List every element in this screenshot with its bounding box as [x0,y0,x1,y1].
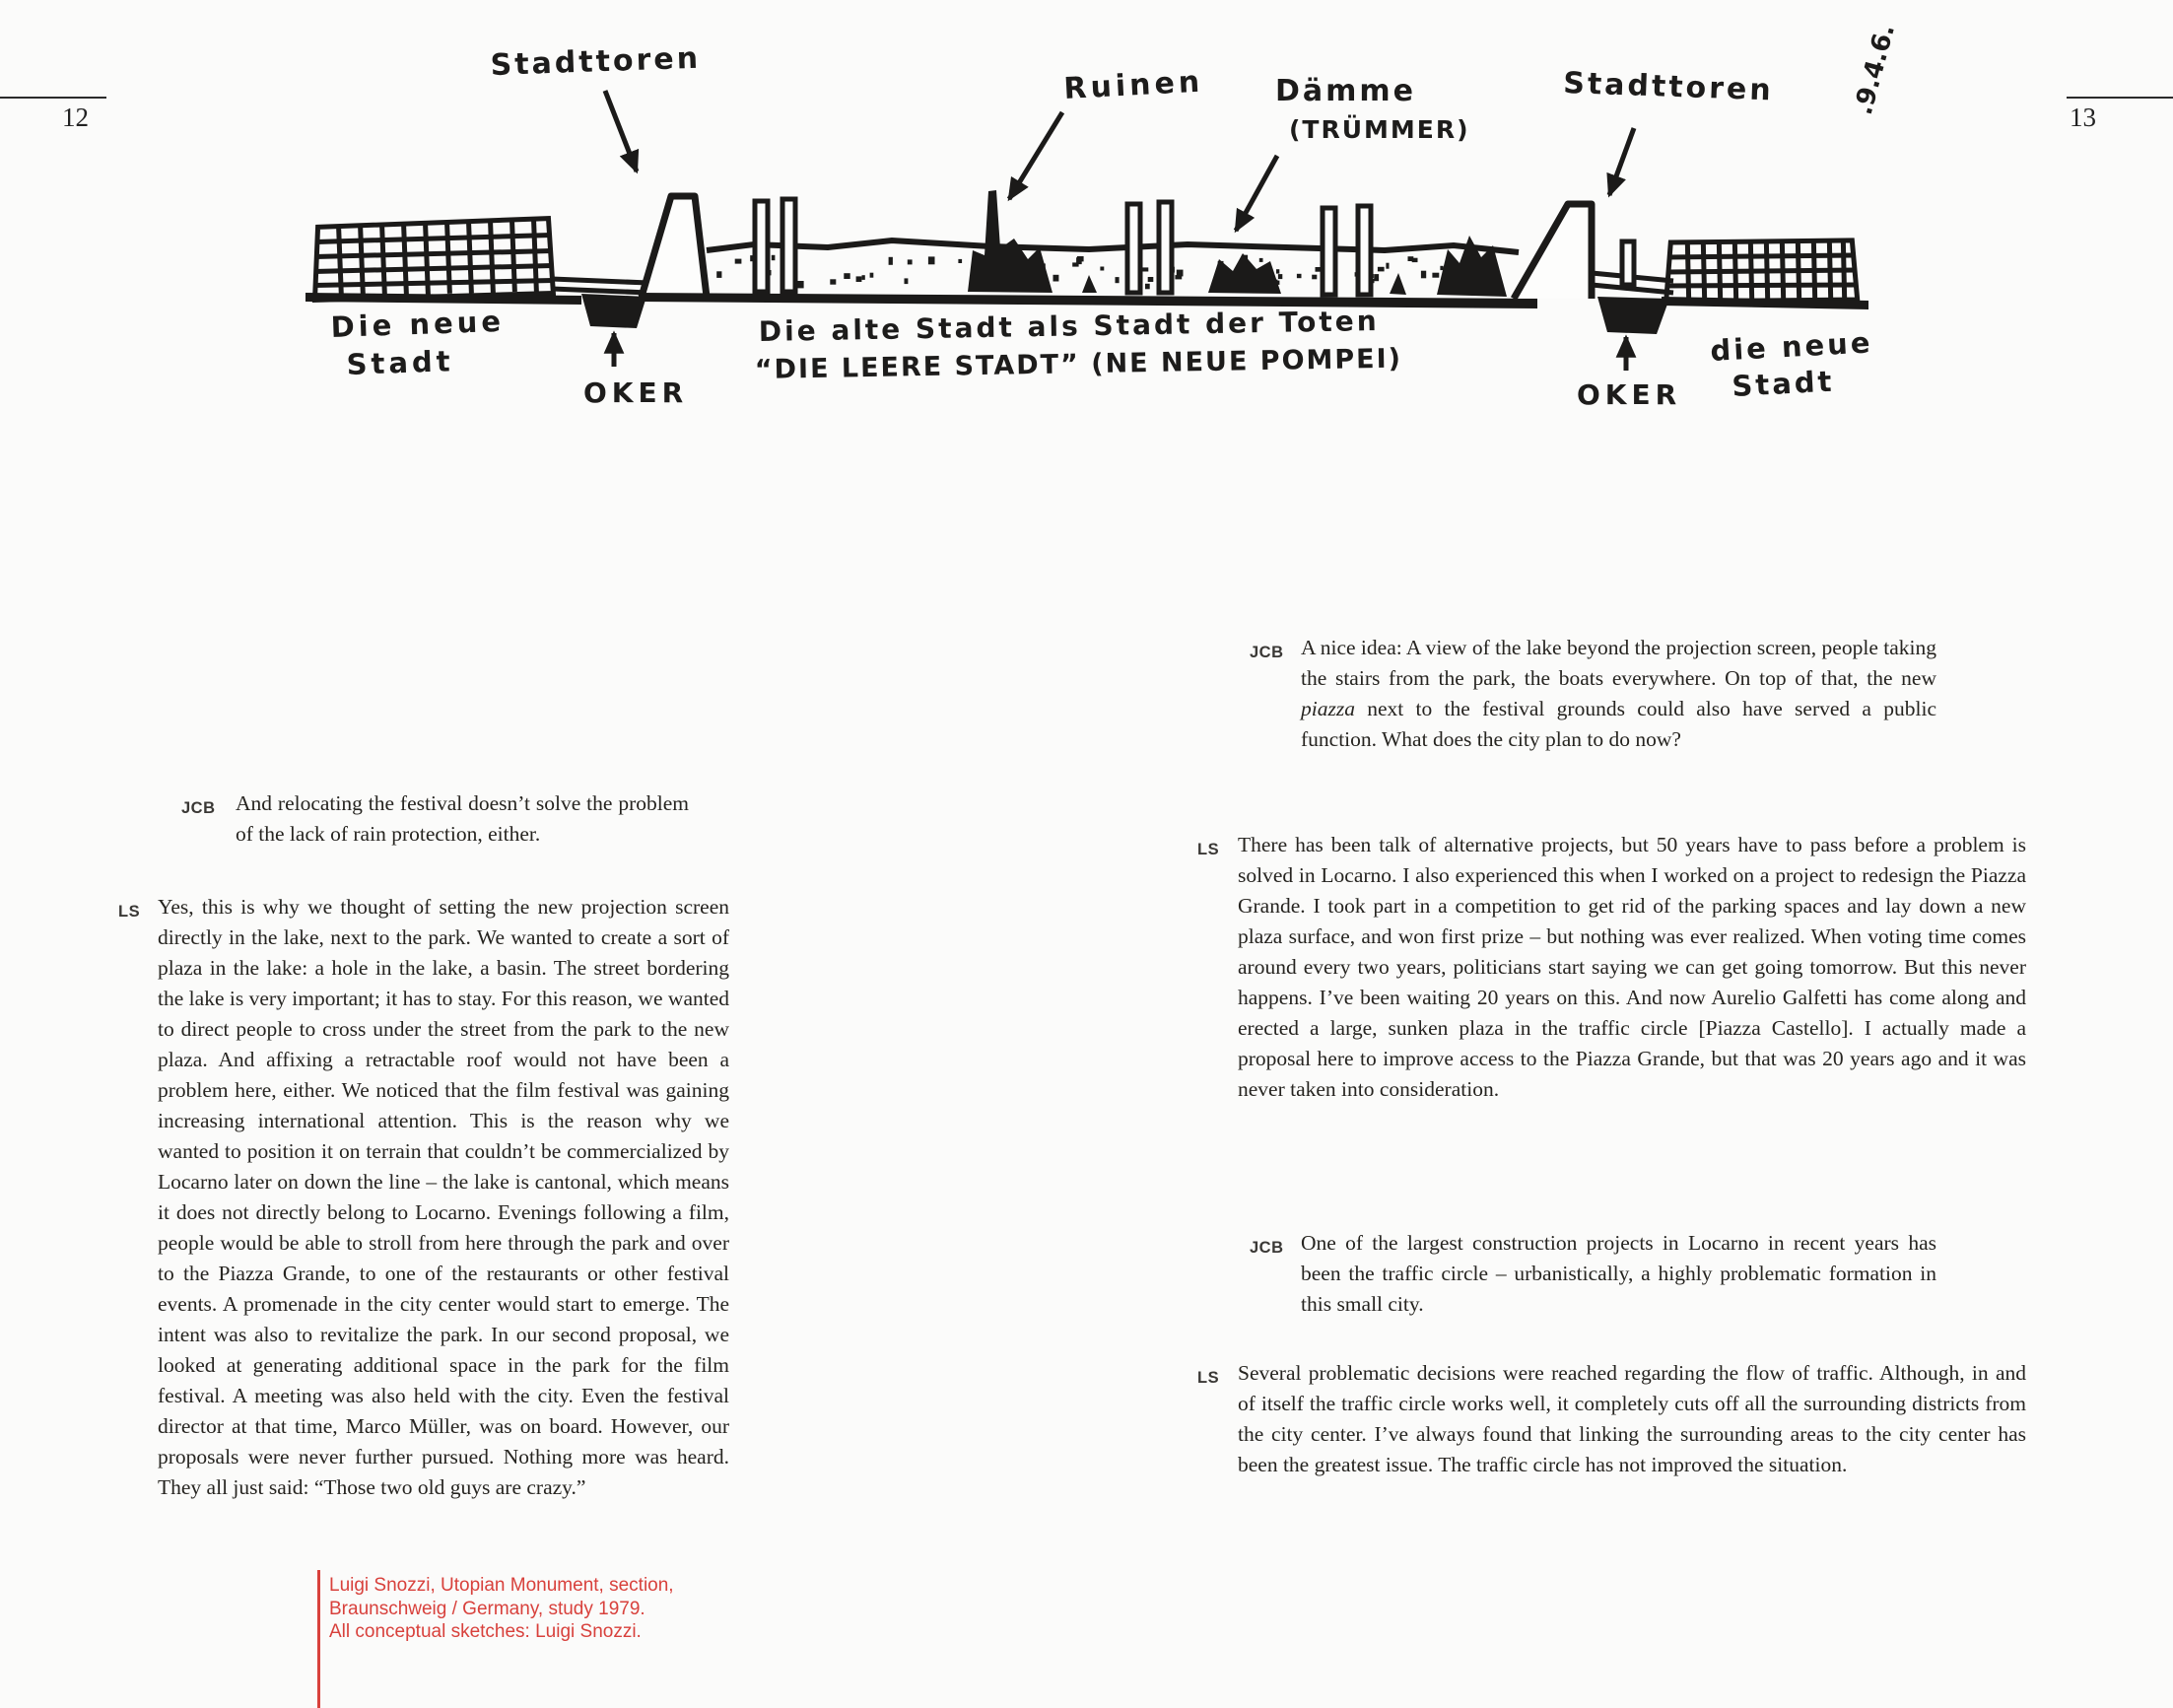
label-die-neue-stadt-right-line2: Stadt [1731,364,1836,403]
arrow-to-ruins [1009,112,1062,199]
sketch-utopian-monument-section [286,8,1922,427]
label-daemme: Dämme [1275,74,1417,108]
handwritten-date-mark: .9.4.6. [1848,21,1902,118]
new-city-building-right [1666,239,1859,304]
oker-basin-right [1597,297,1669,334]
arrow-to-left-gate [605,91,637,171]
arrow-to-daemme [1236,156,1277,231]
bridge-pylon [1622,241,1634,285]
label-die-neue-stadt-right-line1: die neue [1709,325,1874,368]
ground-line-center [639,293,1537,308]
city-gate-tower-right [1514,204,1592,299]
speaker-label-jcb: JCB [1250,1239,1284,1257]
label-alte-stadt-line1: Die alte Stadt als Stadt der Toten [758,305,1380,348]
speaker-label-ls: LS [118,903,141,921]
paragraph-ls-traffic-decisions [1197,1358,2026,1480]
city-gate-tower-left [642,196,707,297]
header-rule-left [0,97,106,99]
label-oker-left: OKER [583,376,689,409]
label-truemmer: (TRÜMMER) [1289,115,1470,144]
page-number-right: 13 [2070,102,2096,132]
label-stadttor-left: Stadttoren [490,40,702,84]
speaker-label-ls: LS [1197,841,1220,858]
old-city-band-top [707,240,1519,252]
arrow-to-right-gate [1609,128,1634,195]
paragraph-text: next to the festival grounds could also have served a public function. What does the city plan to do now? [1301,697,1936,751]
label-stadttor-right: Stadttoren [1562,66,1775,108]
paragraph-ls-alternative-projects [1197,830,2026,1105]
caption-line: Luigi Snozzi, Utopian Monument, section, [329,1575,674,1596]
paragraph-jcb-nice-idea [1250,633,1936,755]
label-oker-right: OKER [1577,378,1682,411]
label-die-neue-stadt-left-line1: Die neue [330,304,506,344]
speaker-label-jcb: JCB [1250,644,1284,661]
paragraph-jcb-traffic-circle [1250,1228,1936,1320]
speaker-label-ls: LS [1197,1369,1220,1387]
caption-line: Braunschweig / Germany, study 1979. [329,1598,645,1619]
label-die-neue-stadt-left-line2: Stadt [346,344,455,381]
paragraph-text: Several problematic decisions were reached regarding the flow of traffic. Although, in and of itself the traffic circle works well, it completely cuts off all the surrounding districts from the city center. I’ve always found that linking the surrounding areas to the city center has been the greatest issue. The traffic circle has not improved the situation. [1238,1361,2026,1476]
header-rule-right [2067,97,2173,99]
new-city-building-left [313,219,553,301]
figure-caption [329,1574,704,1644]
label-alte-stadt-line2: “DIE LEERE STADT” (NE NEUE POMPEI) [754,343,1403,385]
rubble-stipple-dots [716,255,1492,290]
caption-rule [317,1570,320,1708]
paragraph-text: And relocating the festival doesn’t solve the problem of the lack of rain protection, either. [236,791,689,846]
label-ruinen: Ruinen [1062,64,1205,106]
page-number-left: 12 [62,102,89,132]
paragraph-text: One of the largest construction projects in Locarno in recent years has been the traffic circle – urbanistically, a highly problematic formation in this small city. [1301,1231,1936,1316]
paragraph-text: There has been talk of alternative projects, but 50 years have to pass before a problem is solved in Locarno. I also experienced this when I worked on a project to redesign the Piazza Grande. I took part in a competition to get rid of the parking spaces and lay down a new plaza surface, and won first prize – but nothing was ever realized. When voting time comes around every two years, politicians start saying we can get going tomorrow. But this never happens. I’ve been waiting 20 years on this. And now Aurelio Galfetti has come along and erected a large, sunken plaza in the traffic circle [Piazza Castello]. I actually made a proposal here to improve access to the Piazza Grande, but that was 20 years ago and it was never taken into consideration. [1238,833,2026,1101]
paragraph-jcb-rain-protection [181,788,689,850]
paragraph-text: A nice idea: A view of the lake beyond the projection screen, people taking the stairs from the park, the boats everywhere. On top of that, the new [1301,636,1936,690]
caption-line: All conceptual sketches: Luigi Snozzi. [329,1621,642,1642]
oker-basin-left [581,294,646,328]
street-bridge-left [552,279,648,293]
speaker-label-jcb: JCB [181,799,216,817]
paragraph-ls-lake-plaza [118,892,729,1503]
paragraph-text: Yes, this is why we thought of setting the new projection screen directly in the lake, next to the park. We wanted to create a sort of plaza in the lake: a hole in the lake, a basin. The street bordering the lake is very important; it has to stay. For this reason, we wanted to direct people to cross under the street from the park to the new plaza. And affixing a retractable roof would not have been a problem here, either. We noticed that the film festival was gaining increasing international attention. This is the reason why we wanted to position it on terrain that couldn’t be commercialized by Locarno later on down the line – the lake is cantonal, which means it does not directly belong to Locarno. Evenings following a film, people would be able to stroll from here through the park and over to the Piazza Grande, to one of the restaurants or other festival events. A promenade in the city center would start to emerge. The intent was also to revitalize the park. In our second proposal, we looked at generating additional space in the park for the film festival. A meeting was also held with the city. Even the festival director at that time, Marco Müller, was on board. However, our proposals were never further pursued. Nothing more was heard. They all just said: “Those two old guys are crazy.” [158,895,729,1499]
italic-word-piazza: piazza [1301,697,1355,720]
